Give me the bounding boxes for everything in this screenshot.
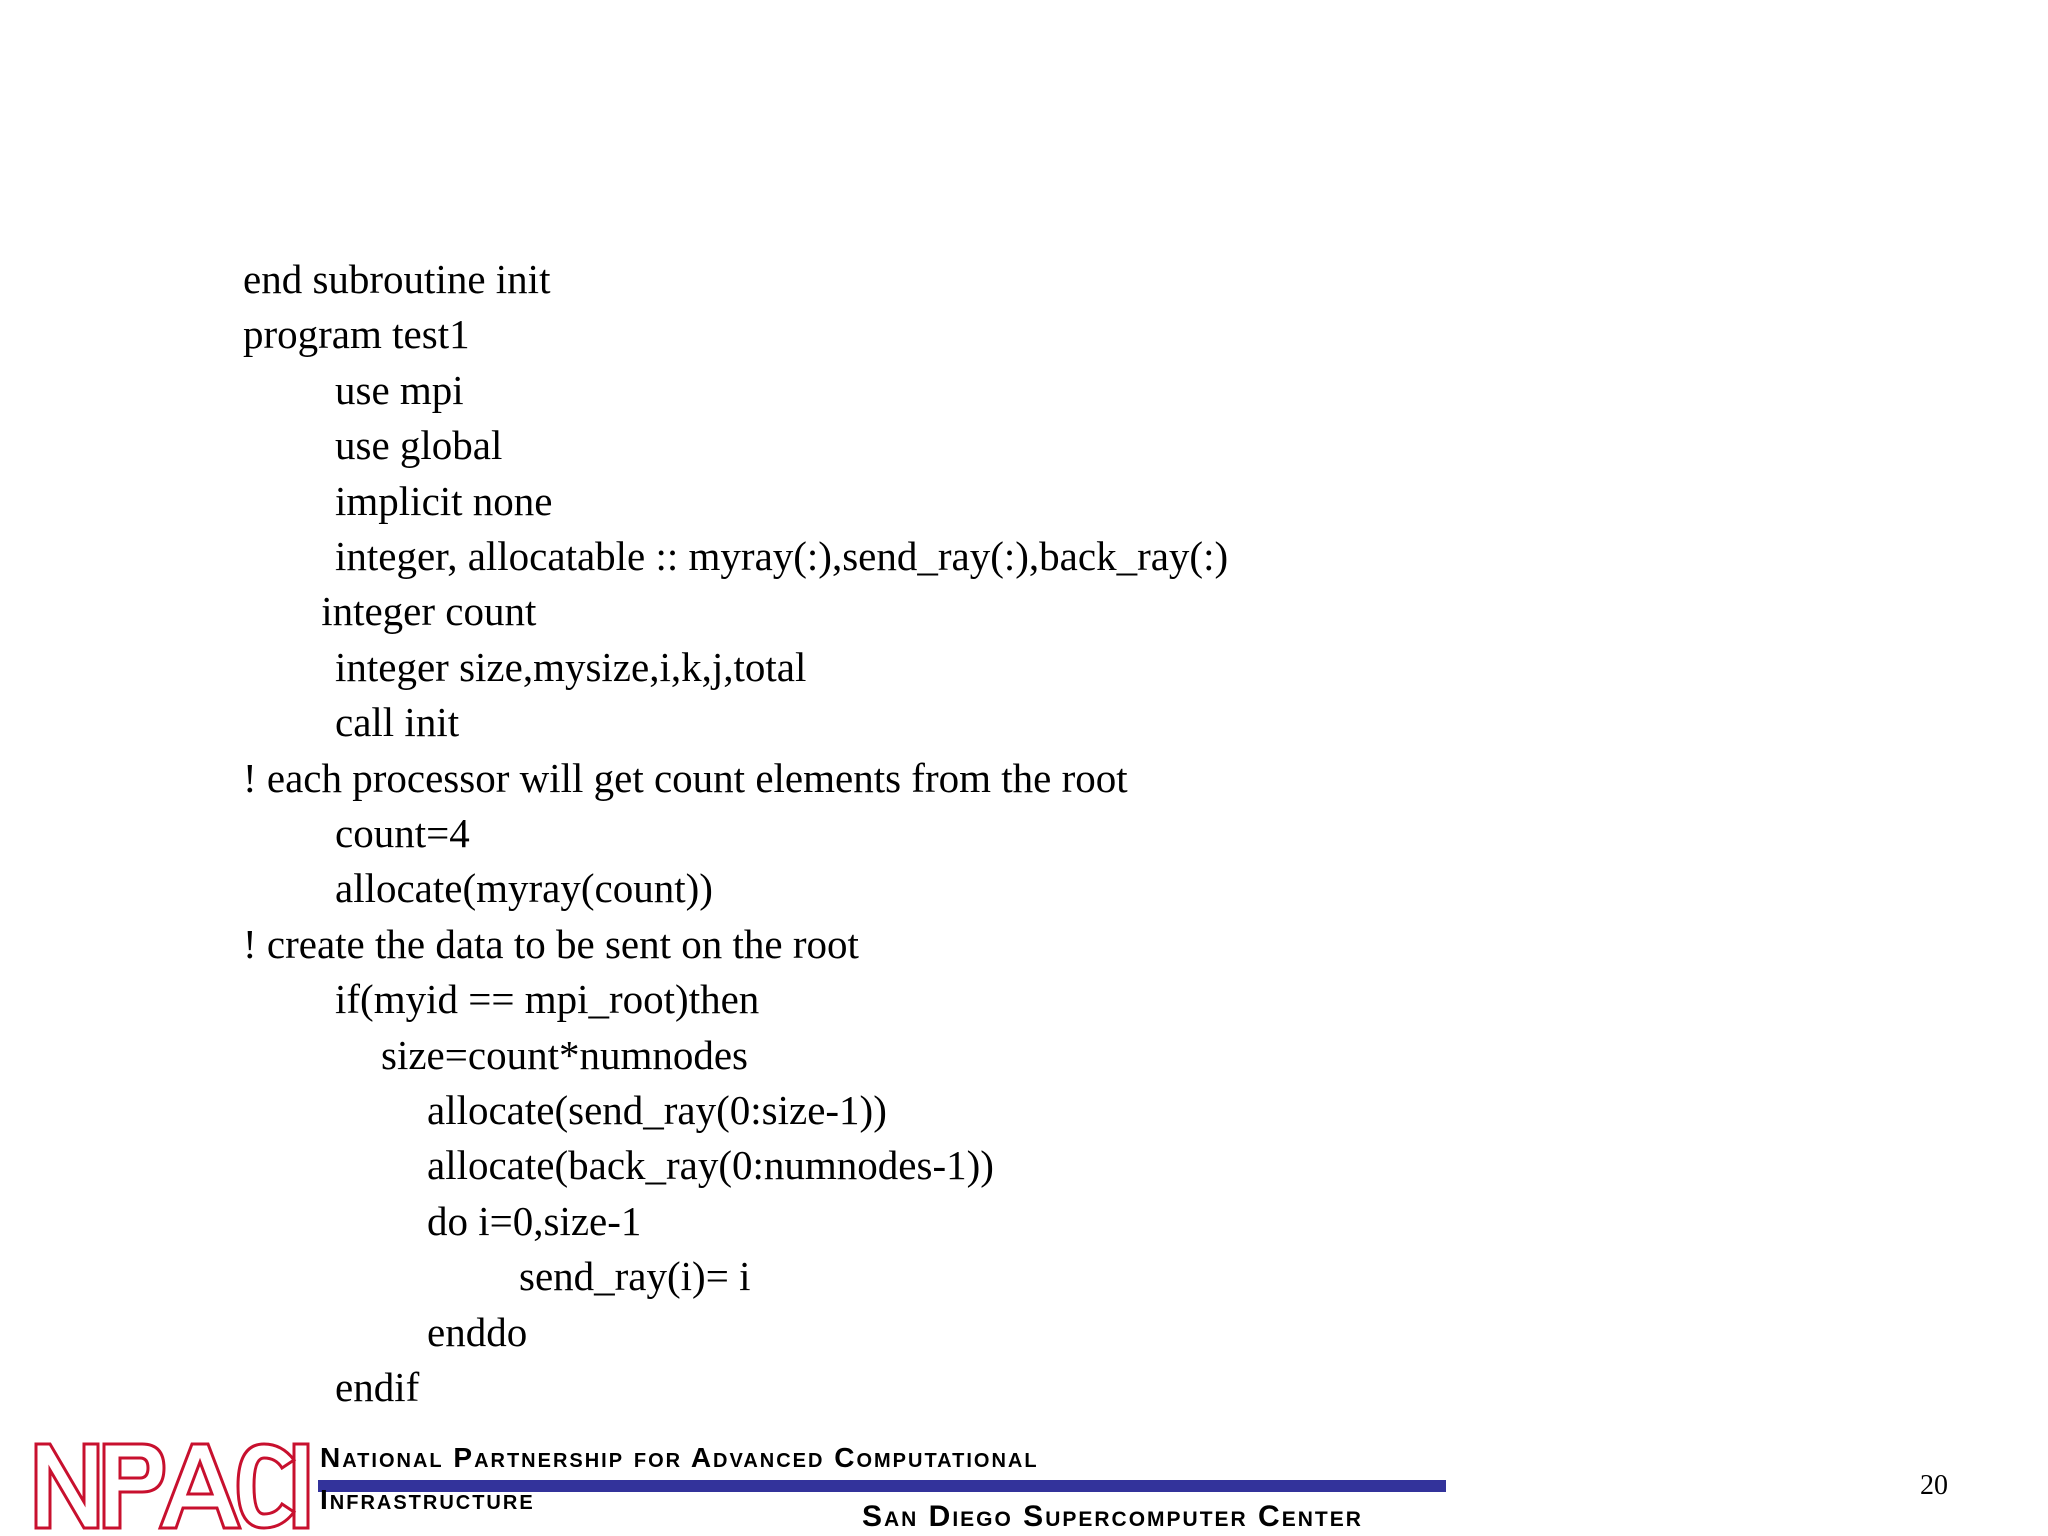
code-line: count=4 <box>335 810 470 856</box>
code-line: call init <box>335 699 460 746</box>
org-name-line1: National Partnership for Advanced Computational <box>320 1442 1039 1473</box>
code-line: integer, allocatable :: myray(:),send_ray(:),back_ray(:) <box>335 533 1229 579</box>
code-line: ! create the data to be sent on the root <box>243 920 859 967</box>
code-line: use mpi <box>335 366 464 413</box>
code-line: if(myid == mpi_root)then <box>335 976 760 1023</box>
code-line: allocate(myray(count)) <box>335 865 713 912</box>
code-line: send_ray(i)= i <box>519 1253 751 1300</box>
code-line: endif <box>335 1364 420 1410</box>
code-line: program test1 <box>243 311 470 358</box>
code-line: allocate(send_ray(0:size-1)) <box>427 1087 887 1133</box>
code-line: do i=0,size-1 <box>427 1197 642 1244</box>
code-line: enddo <box>427 1308 528 1355</box>
code-line: implicit none <box>335 477 553 524</box>
code-line: integer count <box>321 588 537 635</box>
code-line: use global <box>335 422 503 469</box>
code-line: integer size,mysize,i,k,j,total <box>335 643 807 690</box>
code-line: ! each processor will get count elements from the root <box>243 754 1128 801</box>
center-name: San Diego Supercomputer Center <box>862 1500 1363 1533</box>
npaci-logo <box>32 1440 312 1532</box>
code-line: allocate(back_ray(0:numnodes-1)) <box>427 1142 994 1189</box>
code-line: end subroutine init <box>243 256 551 302</box>
org-name-line2: Infrastructure <box>320 1484 535 1515</box>
page-number: 20 <box>1920 1470 1948 1501</box>
code-line: size=count*numnodes <box>381 1031 748 1078</box>
